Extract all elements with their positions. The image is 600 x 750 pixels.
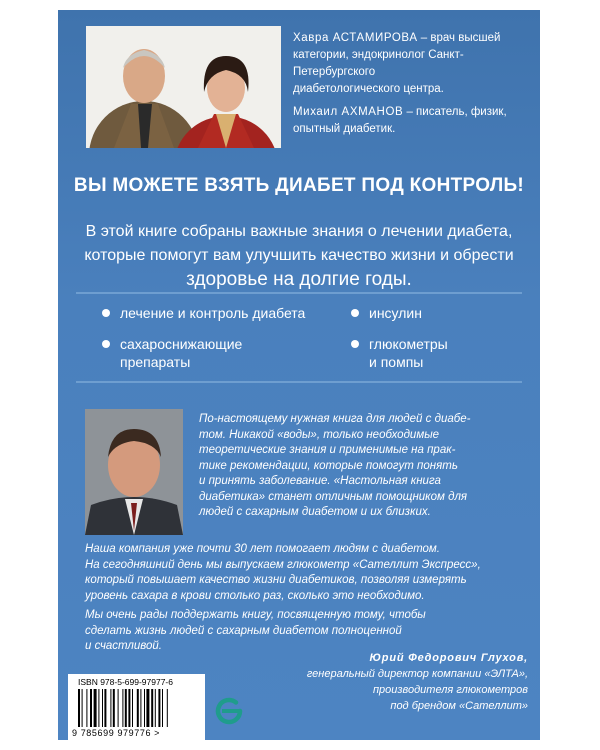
author-2-desc-line: опытный диабетик. bbox=[293, 123, 396, 135]
isbn-text: ISBN 978-5-699-97977-6 bbox=[78, 677, 173, 687]
quote-line: тике рекомендации, которые помогут понять bbox=[199, 459, 458, 472]
quote-line: теоретические знания и применимые на прак- bbox=[199, 444, 456, 456]
endorser-photo bbox=[85, 409, 183, 535]
headline: ВЫ МОЖЕТЕ ВЗЯТЬ ДИАБЕТ ПОД КОНТРОЛЬ! bbox=[73, 175, 525, 196]
bullet-dot-icon bbox=[102, 309, 110, 317]
author-1-name: Хавра АСТАМИРОВА bbox=[293, 32, 418, 44]
divider-bottom bbox=[76, 381, 522, 383]
quote-line: людей с сахарным диабетом и их близких. bbox=[199, 506, 431, 518]
paragraph-line: Наша компания уже почти 30 лет помогает людям с диабетом. bbox=[85, 543, 441, 555]
signature-name: Юрий Федорович Глухов, bbox=[369, 652, 528, 664]
signature-line: под брендом «Сателлит» bbox=[390, 700, 528, 712]
paragraph-line: На сегодняшний день мы выпускаем глюкометр «Сателлит Экспресс», bbox=[85, 558, 481, 571]
company-paragraph bbox=[85, 542, 530, 604]
bullet-dot-icon bbox=[351, 340, 359, 348]
quote-line: диабетика» станет отличным помощником для bbox=[199, 490, 468, 503]
book-back-cover bbox=[58, 10, 540, 740]
author-1-desc-line: категории, эндокринолог Санкт-Петербургского bbox=[293, 49, 464, 78]
paragraph-line: Мы очень рады поддержать книгу, посвященную тому, чтобы bbox=[85, 609, 426, 621]
bullet-label: лечение и контроль диабета bbox=[120, 305, 306, 321]
bullet-label: глюкометры bbox=[369, 336, 448, 352]
isbn-barcode bbox=[68, 674, 205, 740]
bullet-label: сахароснижающие bbox=[120, 336, 243, 352]
signature-block bbox=[307, 650, 528, 714]
author-1-desc-line: – врач высшей bbox=[417, 32, 501, 44]
bullet-item bbox=[120, 304, 305, 322]
signature-line: производителя глюкометров bbox=[372, 684, 528, 696]
paragraph-line: и счастливой. bbox=[85, 640, 163, 652]
author-1 bbox=[293, 30, 533, 98]
quote-line: том. Никакой «воды», только необходимые bbox=[199, 428, 440, 441]
signature-line: генеральный директор компании «ЭЛТА», bbox=[306, 668, 528, 680]
bullet-label: инсулин bbox=[369, 305, 422, 321]
author-2-name: Михаил АХМАНОВ bbox=[293, 106, 404, 118]
bullet-dot-icon bbox=[102, 340, 110, 348]
authors-photo bbox=[86, 26, 281, 148]
paragraph-line: сделать жизнь людей с сахарным диабетом полноценной bbox=[85, 624, 402, 637]
bullet-item bbox=[369, 304, 422, 322]
bullet-label: и помпы bbox=[369, 354, 424, 370]
intro-line: здоровье на долгие годы. bbox=[186, 269, 412, 290]
author-2-desc-line: – писатель, физик, bbox=[403, 106, 507, 118]
bullet-item bbox=[369, 335, 448, 371]
intro-text bbox=[78, 220, 520, 292]
publisher-logo-icon bbox=[214, 696, 244, 726]
support-paragraph bbox=[85, 608, 530, 655]
author-1-desc-line: диабетологического центра. bbox=[293, 83, 444, 95]
quote-line: По-настоящему нужная книга для людей с диабе- bbox=[199, 413, 471, 425]
intro-line: которые помогут вам улучшить качество жизни и обрести bbox=[84, 247, 514, 264]
barcode-bars bbox=[78, 689, 196, 727]
barcode-digits: 9 785699 979776 > bbox=[72, 728, 161, 738]
bullet-item bbox=[120, 335, 242, 371]
bullet-label: препараты bbox=[120, 354, 191, 370]
quote-line: и принять заболевание. «Настольная книга bbox=[199, 475, 441, 487]
endorsement-quote bbox=[199, 412, 529, 521]
intro-line: В этой книге собраны важные знания о лечении диабета, bbox=[85, 223, 513, 240]
paragraph-line: который повышает качество жизни диабетиков, позволяя измерять bbox=[85, 574, 467, 586]
divider-top bbox=[76, 292, 522, 294]
paragraph-line: уровень сахара в крови столько раз, сколько это необходимо. bbox=[85, 589, 425, 602]
author-2 bbox=[293, 104, 533, 138]
bullet-dot-icon bbox=[351, 309, 359, 317]
